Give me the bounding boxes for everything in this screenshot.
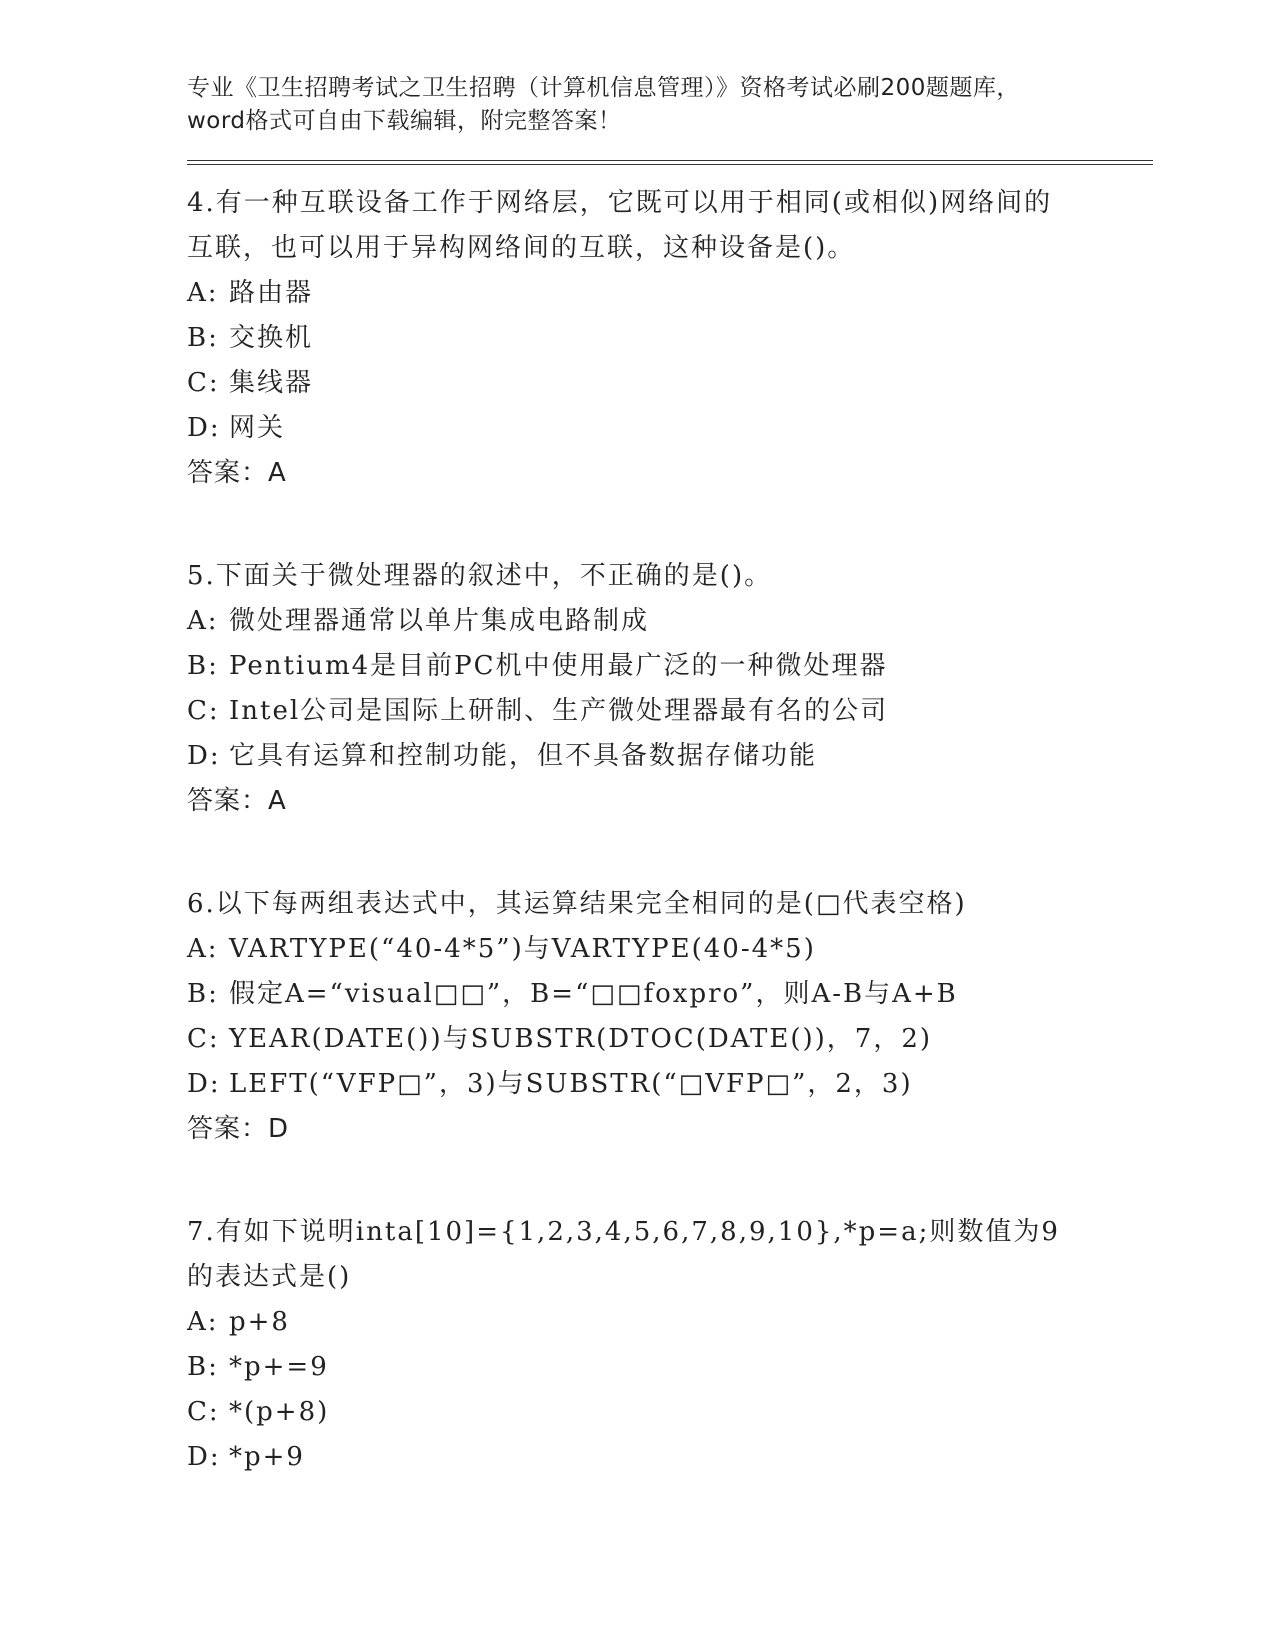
option-d <box>187 1435 1147 1480</box>
option-text: *p+9 <box>229 1442 305 1472</box>
question-spacer <box>187 1152 1147 1194</box>
option-text: *(p+8) <box>229 1397 330 1427</box>
answer-line: 答案：A <box>187 786 287 816</box>
option-text: Intel公司是国际上研制、生产微处理器最有名的公司 <box>229 696 889 726</box>
option-label: C: <box>187 1397 220 1427</box>
option-text: 交换机 <box>229 323 314 353</box>
option-b <box>187 644 1147 689</box>
option-text: 路由器 <box>229 278 314 308</box>
question-text: 4.有一种互联设备工作于网络层，它既可以用于相同(或相似)网络间的互联，也可以用于异构网络间的互联，这种设备是()。 <box>187 188 1053 263</box>
document-page <box>187 72 1147 1480</box>
option-label: A: <box>187 1307 219 1337</box>
option-a <box>187 271 1147 316</box>
doc-title-line-2: word格式可自由下载编辑，附完整答案！ <box>187 108 622 134</box>
option-d <box>187 406 1147 451</box>
option-a <box>187 927 1147 972</box>
option-b <box>187 972 1147 1017</box>
question-spacer <box>187 824 1147 866</box>
answer-line: 答案：D <box>187 1114 290 1144</box>
option-label: C: <box>187 696 220 726</box>
option-label: D: <box>187 741 221 771</box>
option-text: p+8 <box>229 1307 290 1337</box>
option-c <box>187 1017 1147 1062</box>
option-label: A: <box>187 934 219 964</box>
option-text: 假定A=“visual□□”，B=“□□foxpro”，则A-B与A+B <box>229 979 958 1009</box>
option-text: LEFT(“VFP□”，3)与SUBSTR(“□VFP□”，2，3) <box>229 1069 913 1099</box>
option-label: C: <box>187 1024 220 1054</box>
option-c <box>187 689 1147 734</box>
option-label: B: <box>187 323 219 353</box>
option-text: 它具有运算和控制功能，但不具备数据存储功能 <box>229 741 818 771</box>
question-6 <box>187 882 1147 1152</box>
option-label: B: <box>187 979 219 1009</box>
option-c <box>187 1390 1147 1435</box>
question-spacer <box>187 496 1147 538</box>
question-text: 5.下面关于微处理器的叙述中，不正确的是()。 <box>187 561 773 591</box>
option-b <box>187 316 1147 361</box>
option-b <box>187 1345 1147 1390</box>
question-7 <box>187 1210 1147 1480</box>
question-4 <box>187 181 1147 496</box>
option-text: 集线器 <box>229 368 314 398</box>
question-text: 7.有如下说明inta[10]={1,2,3,4,5,6,7,8,9,10},*p=a;则数值为9的表达式是() <box>187 1217 1060 1292</box>
option-d <box>187 1062 1147 1107</box>
option-label: B: <box>187 1352 219 1382</box>
option-label: A: <box>187 606 219 636</box>
option-label: D: <box>187 413 221 443</box>
option-text: Pentium4是目前PC机中使用最广泛的一种微处理器 <box>229 651 888 681</box>
answer-line: 答案：A <box>187 458 287 488</box>
option-label: D: <box>187 1442 221 1472</box>
option-c <box>187 361 1147 406</box>
option-label: A: <box>187 278 219 308</box>
option-text: 网关 <box>229 413 286 443</box>
doc-title-line-1: 专业《卫生招聘考试之卫生招聘（计算机信息管理）》资格考试必刷200题题库， <box>187 75 1020 101</box>
option-a <box>187 599 1147 644</box>
option-text: VARTYPE(“40-4*5”)与VARTYPE(40-4*5) <box>229 934 816 964</box>
option-text: *p+=9 <box>229 1352 329 1382</box>
option-a <box>187 1300 1147 1345</box>
option-label: B: <box>187 651 219 681</box>
option-text: 微处理器通常以单片集成电路制成 <box>229 606 650 636</box>
double-rule-divider <box>187 160 1153 165</box>
option-text: YEAR(DATE())与SUBSTR(DTOC(DATE())，7，2) <box>229 1024 933 1054</box>
option-label: D: <box>187 1069 221 1099</box>
option-label: C: <box>187 368 220 398</box>
option-d <box>187 734 1147 779</box>
question-text: 6.以下每两组表达式中，其运算结果完全相同的是(□代表空格) <box>187 889 967 919</box>
question-5 <box>187 554 1147 824</box>
